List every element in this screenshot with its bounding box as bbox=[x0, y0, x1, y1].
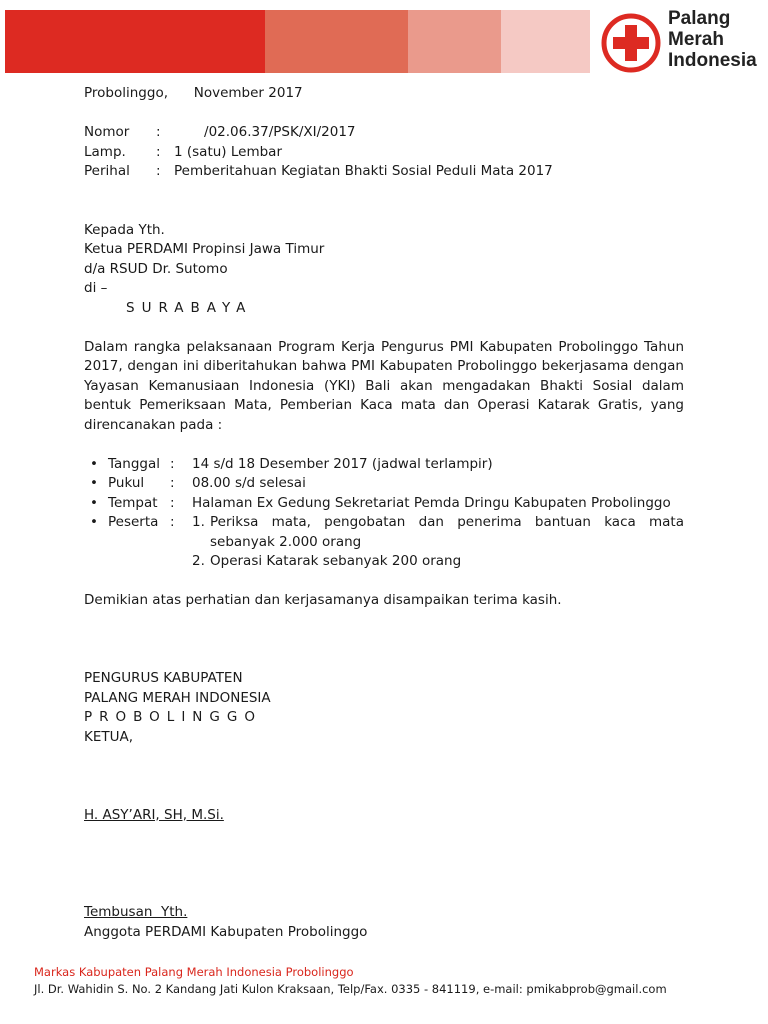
logo-line: Merah bbox=[668, 29, 724, 50]
event-details bbox=[84, 455, 684, 572]
peserta-text: Periksa mata, pengobatan dan penerima bantuan kaca mata sebanyak 2.000 orang bbox=[210, 514, 684, 550]
logo-line: Palang bbox=[668, 8, 731, 29]
recipient-line: di – bbox=[84, 280, 108, 296]
item-label: Tanggal bbox=[108, 455, 161, 472]
footer-org: Markas Kabupaten Palang Merah Indonesia Probolinggo bbox=[34, 965, 354, 979]
body-paragraph: Dalam rangka pelaksanaan Program Kerja Pengurus PMI Kabupaten Probolinggo Tahun 2017, dengan ini diberitahukan bahwa PMI Kabupaten Probolinggo bekerjasama dengan Yayasan Kemanusiaan Indonesia (YKI) Bali akan mengadakan Bhakti Sosial dalam bentuk Pemeriksaan Mata, Pemberian Kaca mata dan Operasi Katarak Gratis, yang direncanakan pada : bbox=[84, 338, 684, 433]
item-label: Tempat bbox=[108, 494, 158, 511]
closing-text: Demikian atas perhatian dan kerjasamanya disampaikan terima kasih. bbox=[84, 592, 562, 608]
meta-lamp: Lamp. : 1 (satu) Lembar bbox=[84, 143, 684, 163]
header-bar-salmon bbox=[408, 10, 501, 73]
list-item: • Tanggal : 14 s/d 18 Desember 2017 (jadwal terlampir) bbox=[84, 455, 684, 475]
peserta-text: Operasi Katarak sebanyak 200 orang bbox=[210, 553, 462, 569]
logo-text bbox=[668, 8, 757, 71]
signatory-name: H. ASY’ARI, SH, M.Si. bbox=[84, 806, 224, 823]
meta-value: Pemberitahuan Kegiatan Bhakti Sosial Peduli Mata 2017 bbox=[174, 163, 553, 179]
red-cross-icon bbox=[600, 12, 662, 74]
logo-line: Indonesia bbox=[668, 50, 757, 71]
recipient-line: Kepada Yth. bbox=[84, 221, 165, 238]
letter-body bbox=[84, 84, 684, 942]
pmi-logo bbox=[600, 8, 762, 78]
meta-value: 1 (satu) Lembar bbox=[174, 143, 282, 160]
meta-label: Perihal bbox=[84, 163, 130, 179]
meta-perihal: Perihal : Pemberitahuan Kegiatan Bhakti Sosial Peduli Mata 2017 bbox=[84, 162, 684, 182]
item-label: Peserta bbox=[108, 514, 159, 530]
meta-label: Nomor bbox=[84, 124, 130, 140]
cc-recipient: Anggota PERDAMI Kabupaten Probolinggo bbox=[84, 923, 368, 940]
peserta-list bbox=[192, 513, 684, 572]
place-date: Probolinggo, November 2017 bbox=[84, 85, 303, 101]
item-value: 08.00 s/d selesai bbox=[192, 475, 306, 491]
list-item: • Peserta : 1. Periksa mata, pengobatan dan penerima bantuan kaca mata sebanyak 2.000 orang 2. Operasi Katarak sebanyak 200 orang bbox=[84, 513, 684, 572]
header-bar-red bbox=[5, 10, 265, 73]
meta-nomor: Nomor : /02.06.37/PSK/XI/2017 bbox=[84, 123, 684, 143]
item-value: 14 s/d 18 Desember 2017 (jadwal terlampir) bbox=[192, 455, 493, 472]
footer bbox=[34, 964, 754, 998]
item-value: Halaman Ex Gedung Sekretariat Pemda Dringu Kabupaten Probolinggo bbox=[192, 494, 671, 511]
recipient-city: SURABAYA bbox=[126, 299, 253, 316]
header-bar-coral bbox=[265, 10, 408, 73]
header-color-bars bbox=[5, 10, 590, 73]
list-item: • Tempat : Halaman Ex Gedung Sekretariat Pemda Dringu Kabupaten Probolinggo bbox=[84, 494, 684, 514]
org-line: PENGURUS KABUPATEN bbox=[84, 670, 243, 686]
item-label: Pukul bbox=[108, 475, 145, 491]
footer-address: Jl. Dr. Wahidin S. No. 2 Kandang Jati Kulon Kraksaan, Telp/Fax. 0335 - 841119, e-mail: pmikabprob@gmail.com bbox=[34, 982, 667, 996]
org-line: PALANG MERAH INDONESIA bbox=[84, 689, 271, 706]
recipient-line: d/a RSUD Dr. Sutomo bbox=[84, 260, 228, 277]
meta-label: Lamp. bbox=[84, 143, 126, 160]
peserta-item: 1. Periksa mata, pengobatan dan penerima bantuan kaca mata sebanyak 2.000 orang bbox=[192, 513, 684, 552]
cc-title: Tembusan Yth. bbox=[84, 904, 188, 920]
meta-value: /02.06.37/PSK/XI/2017 bbox=[174, 124, 356, 140]
position-title: KETUA, bbox=[84, 728, 134, 745]
list-item: • Pukul : 08.00 s/d selesai bbox=[84, 474, 684, 494]
peserta-item: 2. Operasi Katarak sebanyak 200 orang bbox=[192, 552, 684, 572]
header-bar-pink bbox=[501, 10, 590, 73]
recipient-line: Ketua PERDAMI Propinsi Jawa Timur bbox=[84, 241, 325, 257]
org-city: PROBOLINGGO bbox=[84, 709, 262, 725]
